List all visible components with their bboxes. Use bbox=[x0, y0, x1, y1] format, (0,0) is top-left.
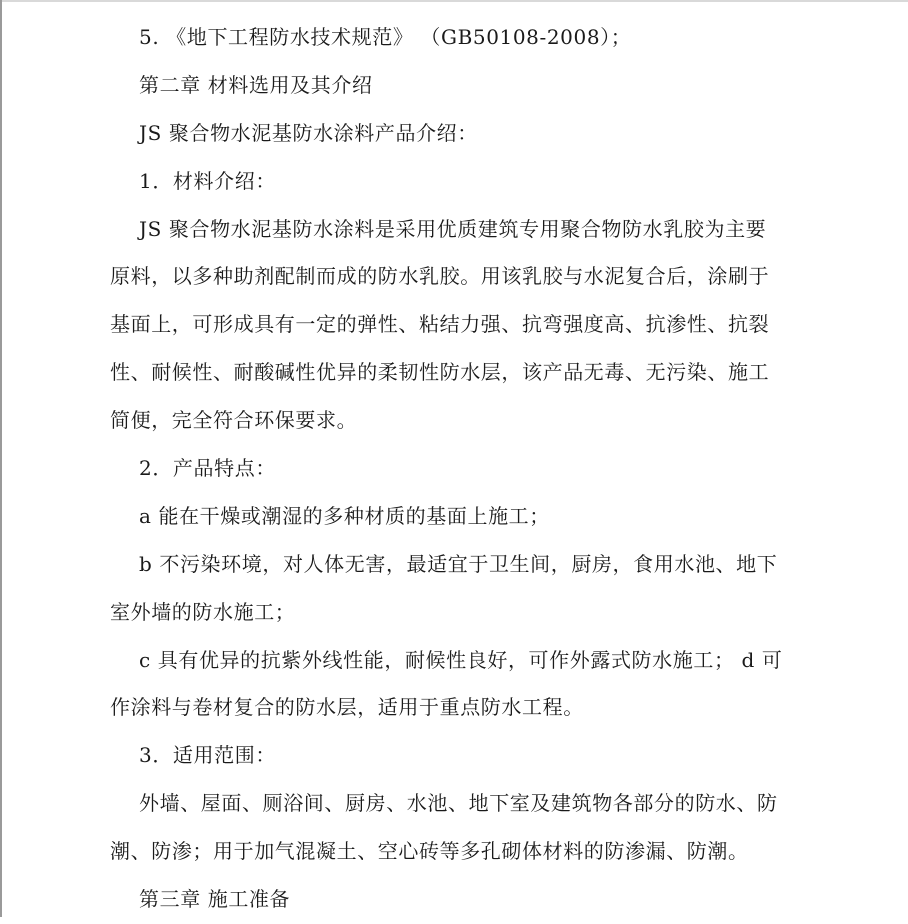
chapter-3-heading: 第三章 施工准备 bbox=[139, 887, 291, 912]
feature-item-b-continued: 室外墙的防水施工； bbox=[110, 599, 296, 624]
paragraph-line: 基面上，可形成具有一定的弹性、粘结力强、抗弯强度高、抗渗性、抗裂 bbox=[110, 312, 770, 337]
page-left-edge bbox=[0, 0, 2, 917]
section-2-heading: 2．产品特点： bbox=[139, 456, 276, 481]
paragraph-line: 性、耐候性、耐酸碱性优异的柔韧性防水层，该产品无毒、无污染、施工 bbox=[110, 360, 770, 385]
document-body bbox=[110, 14, 810, 924]
feature-item-c: c 具有优异的抗紫外线性能，耐候性良好，可作外露式防水施工； d 可 bbox=[139, 647, 783, 672]
reference-item-5: 5. 《地下工程防水技术规范》 （GB50108-2008）； bbox=[139, 25, 632, 49]
scope-paragraph-line: 潮、防渗；用于加气混凝土、空心砖等多孔砌体材料的防渗漏、防潮。 bbox=[110, 839, 749, 864]
chapter-2-heading: 第二章 材料选用及其介绍 bbox=[139, 72, 373, 97]
page-top-edge bbox=[0, 0, 908, 2]
paragraph-line: 原料，以多种助剂配制而成的防水乳胶。用该乳胶与水泥复合后，涂刷于 bbox=[110, 264, 770, 289]
section-3-heading: 3．适用范围： bbox=[139, 743, 276, 768]
scope-paragraph-line: 外墙、屋面、厕浴间、厨房、水池、地下室及建筑物各部分的防水、防 bbox=[139, 791, 778, 816]
section-1-heading: 1．材料介绍： bbox=[139, 168, 276, 193]
feature-item-a: a 能在干燥或潮湿的多种材质的基面上施工； bbox=[139, 503, 550, 528]
paragraph-line: 简便，完全符合环保要求。 bbox=[110, 408, 358, 433]
product-intro-heading: JS 聚合物水泥基防水涂料产品介绍： bbox=[139, 120, 478, 145]
feature-item-d-continued: 作涂料与卷材复合的防水层，适用于重点防水工程。 bbox=[110, 695, 584, 720]
feature-item-b: b 不污染环境，对人体无害，最适宜于卫生间，厨房，食用水池、地下 bbox=[139, 551, 778, 576]
paragraph-line: JS 聚合物水泥基防水涂料是采用优质建筑专用聚合物防水乳胶为主要 bbox=[139, 216, 767, 241]
